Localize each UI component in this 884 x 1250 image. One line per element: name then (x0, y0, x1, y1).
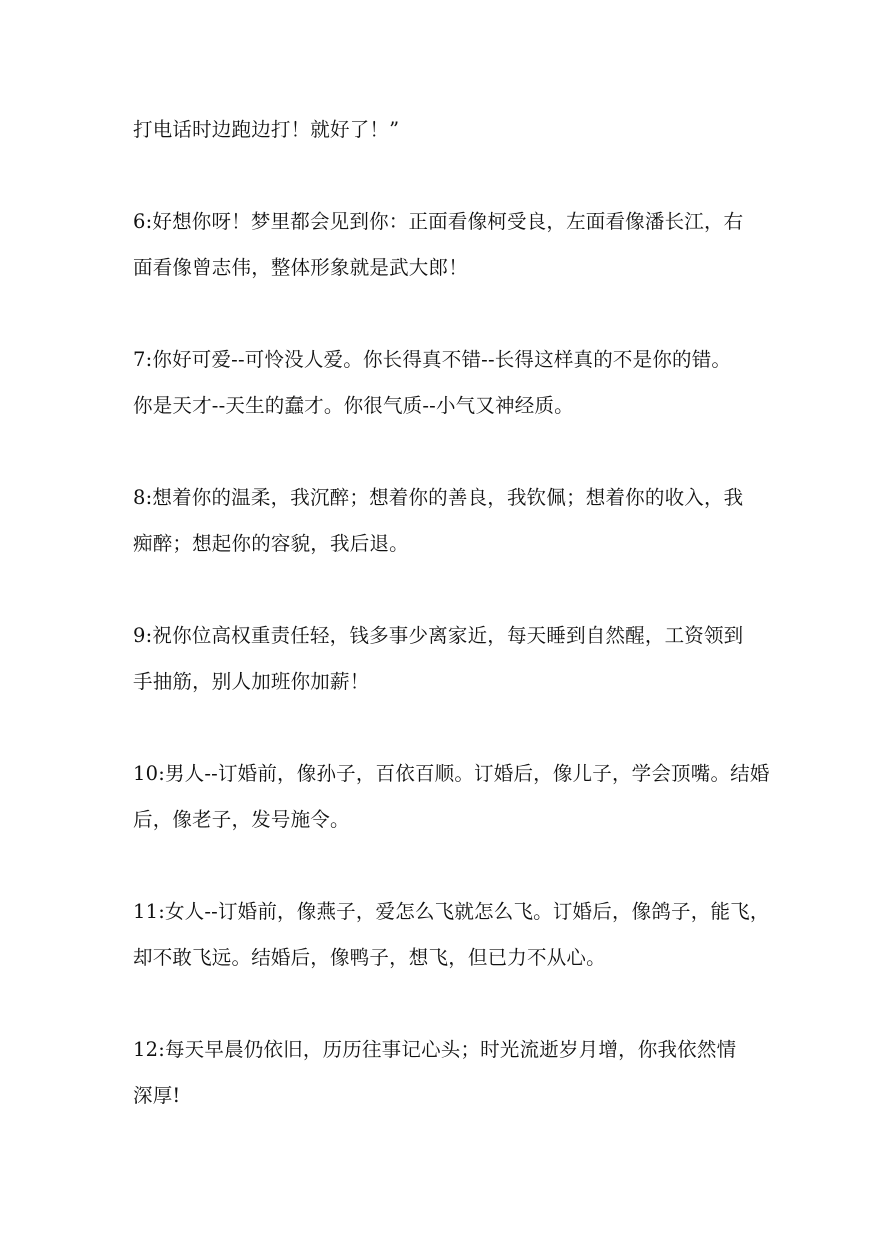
text-line: 11:女人--订婚前，像燕子，爱怎么飞就怎么飞。订婚后，像鸽子，能飞， (133, 900, 770, 923)
paragraph (133, 620, 773, 712)
paragraph (133, 896, 773, 988)
paragraph (133, 1034, 773, 1126)
paragraph (133, 482, 773, 574)
paragraph (133, 758, 773, 850)
text-line: 手抽筋，别人加班你加薪！ (133, 670, 370, 693)
text-line: 却不敢飞远。结婚后，像鸭子，想飞，但已力不从心。 (133, 946, 606, 969)
paragraph (133, 206, 773, 298)
text-line: 8:想着你的温柔，我沉醉；想着你的善良，我钦佩；想着你的收入，我 (133, 486, 744, 509)
paragraph (133, 344, 773, 436)
text-line: 面看像曾志伟，整体形象就是武大郎！ (133, 256, 468, 279)
document-page (133, 114, 773, 1172)
text-line: 痴醉；想起你的容貌，我后退。 (133, 532, 409, 555)
text-line: 后，像老子，发号施令。 (133, 808, 350, 831)
text-line: 6:好想你呀！梦里都会见到你：正面看像柯受良，左面看像潘长江，右 (133, 210, 744, 233)
text-line: 7:你好可爱--可怜没人爱。你长得真不错--长得这样真的不是你的错。 (133, 348, 732, 371)
text-line: 9:祝你位高权重责任轻，钱多事少离家近，每天睡到自然醒，工资领到 (133, 624, 744, 647)
text-line: 12:每天早晨仍依旧，历历往事记心头；时光流逝岁月增，你我依然情 (133, 1038, 737, 1061)
paragraph (133, 114, 773, 160)
text-line: 10:男人--订婚前，像孙子，百依百顺。订婚后，像儿子，学会顶嘴。结婚 (133, 762, 770, 785)
text-line: 打电话时边跑边打！就好了！” (133, 118, 400, 141)
text-line: 深厚! (133, 1084, 181, 1107)
text-line: 你是天才--天生的蠢才。你很气质--小气又神经质。 (133, 394, 574, 417)
